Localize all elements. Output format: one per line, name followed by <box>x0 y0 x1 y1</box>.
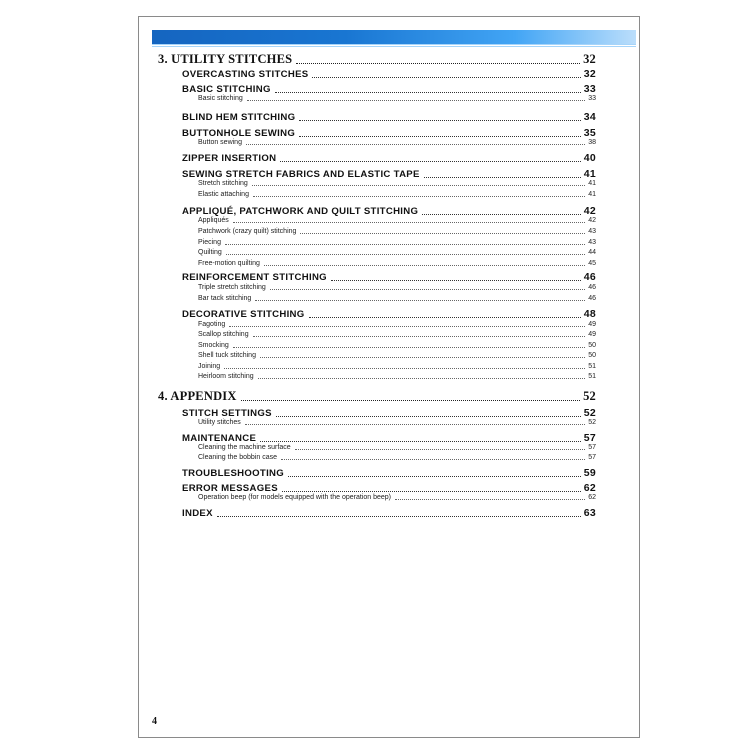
toc-subsection-entry[interactable] <box>198 352 596 359</box>
dot-leader <box>296 63 580 64</box>
toc-entry-page: 59 <box>583 467 596 479</box>
toc-entry-label: INDEX <box>182 507 213 519</box>
header-banner-lines <box>152 44 636 48</box>
header-banner <box>152 30 636 44</box>
toc-section-entry[interactable] <box>182 433 596 444</box>
toc-entry-label: Appliqués <box>198 217 229 224</box>
dot-leader <box>270 289 585 290</box>
toc-entry-page: 41 <box>588 191 596 198</box>
dot-leader <box>247 100 585 101</box>
toc-entry-page: 50 <box>588 352 596 359</box>
toc-entry-page: 41 <box>583 168 596 180</box>
toc-entry-page: 49 <box>588 321 596 328</box>
toc-entry-label: STITCH SETTINGS <box>182 407 272 419</box>
toc-subsection-entry[interactable] <box>198 228 596 235</box>
toc-subsection-entry[interactable] <box>198 363 596 370</box>
toc-entry-page: 48 <box>583 308 596 320</box>
toc-subsection-entry[interactable] <box>198 295 596 302</box>
toc-entry-label: Operation beep (for models equipped with the operation beep) <box>198 494 392 501</box>
toc-entry-label: BASIC STITCHING <box>182 83 271 95</box>
toc-subsection-entry[interactable] <box>198 454 596 461</box>
toc-subsection-entry[interactable] <box>198 342 596 349</box>
toc-subsection-entry[interactable] <box>198 95 596 102</box>
dot-leader <box>395 499 585 500</box>
dot-leader <box>282 491 581 492</box>
dot-leader <box>224 368 585 369</box>
toc-entry-label: BLIND HEM STITCHING <box>182 111 296 123</box>
toc-entry-page: 50 <box>588 342 596 349</box>
toc-section-entry[interactable] <box>182 272 596 283</box>
dot-leader <box>281 459 585 460</box>
toc-entry-page: 44 <box>588 249 596 256</box>
dot-leader <box>253 196 585 197</box>
dot-leader <box>422 214 580 215</box>
toc-subsection-entry[interactable] <box>198 139 596 146</box>
page-number: 4 <box>152 716 157 727</box>
toc-entry-label: Joining <box>198 363 221 370</box>
toc-subsection-entry[interactable] <box>198 249 596 256</box>
toc-entry-label: 4. APPENDIX <box>158 389 237 403</box>
toc-entry-label: Heirloom stitching <box>198 373 254 380</box>
toc-entry-page: 32 <box>583 52 596 66</box>
dot-leader <box>245 424 585 425</box>
dot-leader <box>253 336 586 337</box>
toc-entry-label: APPLIQUÉ, PATCHWORK AND QUILT STITCHING <box>182 205 419 217</box>
toc-entry-page: 49 <box>588 331 596 338</box>
dot-leader <box>312 77 580 78</box>
dot-leader <box>331 280 581 281</box>
dot-leader <box>276 416 581 417</box>
toc-entry-page: 62 <box>588 494 596 501</box>
toc-entry-page: 33 <box>583 83 596 95</box>
toc-entry-label: Fagoting <box>198 321 226 328</box>
toc-entry-label: Shell tuck stitching <box>198 352 256 359</box>
toc-entry-page: 52 <box>583 389 596 403</box>
toc-section-entry[interactable] <box>182 128 596 139</box>
toc-section-entry[interactable] <box>182 483 596 494</box>
toc-section-entry[interactable] <box>182 153 596 164</box>
dot-leader <box>280 161 580 162</box>
toc-entry-page: 34 <box>583 111 596 123</box>
toc-subsection-entry[interactable] <box>198 419 596 426</box>
toc-entry-page: 42 <box>588 217 596 224</box>
toc-subsection-entry[interactable] <box>198 444 596 451</box>
toc-section-entry[interactable] <box>182 169 596 180</box>
toc-entry-label: Bar tack stitching <box>198 295 252 302</box>
dot-leader <box>260 441 581 442</box>
dot-leader <box>309 317 581 318</box>
toc-subsection-entry[interactable] <box>198 331 596 338</box>
toc-entry-page: 57 <box>588 454 596 461</box>
toc-section-entry[interactable] <box>182 508 596 519</box>
toc-entry-label: BUTTONHOLE SEWING <box>182 127 296 139</box>
toc-subsection-entry[interactable] <box>198 180 596 187</box>
toc-entry-page: 43 <box>588 239 596 246</box>
toc-subsection-entry[interactable] <box>198 321 596 328</box>
dot-leader <box>258 378 586 379</box>
dot-leader <box>288 476 581 477</box>
toc-subsection-entry[interactable] <box>198 373 596 380</box>
toc-entry-label: Piecing <box>198 239 221 246</box>
toc-section-entry[interactable] <box>182 468 596 479</box>
toc-entry-label: Button sewing <box>198 139 242 146</box>
toc-entry-page: 35 <box>583 127 596 139</box>
toc-entry-label: Patchwork (crazy quilt) stitching <box>198 228 297 235</box>
toc-entry-label: MAINTENANCE <box>182 432 257 444</box>
dot-leader <box>229 326 585 327</box>
toc-entry-page: 52 <box>583 407 596 419</box>
toc-entry-label: Triple stretch stitching <box>198 284 266 291</box>
toc-entry-label: ZIPPER INSERTION <box>182 152 277 164</box>
toc-entry-page: 38 <box>588 139 596 146</box>
dot-leader <box>299 136 581 137</box>
toc-entry-page: 57 <box>583 432 596 444</box>
dot-leader <box>217 516 581 517</box>
toc-entry-label: OVERCASTING STITCHES <box>182 68 309 80</box>
toc-entry-page: 46 <box>588 295 596 302</box>
toc-entry-page: 51 <box>588 373 596 380</box>
dot-leader <box>225 244 585 245</box>
toc-section-entry[interactable] <box>182 206 596 217</box>
toc-subsection-entry[interactable] <box>198 191 596 198</box>
dot-leader <box>300 233 585 234</box>
toc-subsection-entry[interactable] <box>198 284 596 291</box>
dot-leader <box>275 92 581 93</box>
toc-subsection-entry[interactable] <box>198 217 596 224</box>
toc-subsection-entry[interactable] <box>198 239 596 246</box>
dot-leader <box>233 222 585 223</box>
toc-section-entry[interactable] <box>182 69 596 80</box>
toc-entry-label: Basic stitching <box>198 95 243 102</box>
toc-entry-label: TROUBLESHOOTING <box>182 467 285 479</box>
toc-subsection-entry[interactable] <box>198 494 596 501</box>
toc-section-entry[interactable] <box>182 112 596 123</box>
toc-entry-page: 46 <box>583 271 596 283</box>
toc-entry-label: Cleaning the bobbin case <box>198 454 278 461</box>
toc-chapter-entry[interactable] <box>158 53 596 66</box>
dot-leader <box>299 120 580 121</box>
toc-entry-page: 43 <box>588 228 596 235</box>
toc-entry-page: 41 <box>588 180 596 187</box>
toc-entry-page: 45 <box>588 260 596 267</box>
toc-section-entry[interactable] <box>182 84 596 95</box>
toc-entry-page: 46 <box>588 284 596 291</box>
toc-entry-page: 63 <box>583 507 596 519</box>
toc-entry-label: ERROR MESSAGES <box>182 482 278 494</box>
toc-subsection-entry[interactable] <box>198 260 596 267</box>
toc-entry-label: REINFORCEMENT STITCHING <box>182 271 327 283</box>
dot-leader <box>246 144 585 145</box>
toc-entry-label: SEWING STRETCH FABRICS AND ELASTIC TAPE <box>182 168 420 180</box>
toc-section-entry[interactable] <box>182 309 596 320</box>
toc-entry-label: Smocking <box>198 342 229 349</box>
dot-leader <box>260 357 585 358</box>
toc-entry-page: 52 <box>588 419 596 426</box>
toc-entry-label: Cleaning the machine surface <box>198 444 291 451</box>
toc-entry-label: Quilting <box>198 249 222 256</box>
dot-leader <box>264 265 585 266</box>
toc-entry-page: 51 <box>588 363 596 370</box>
dot-leader <box>424 177 581 178</box>
dot-leader <box>252 185 585 186</box>
toc-entry-label: DECORATIVE STITCHING <box>182 308 305 320</box>
toc-entry-page: 62 <box>583 482 596 494</box>
toc-entry-page: 32 <box>583 68 596 80</box>
toc-entry-page: 42 <box>583 205 596 217</box>
toc-entry-page: 57 <box>588 444 596 451</box>
toc-entry-label: Elastic attaching <box>198 191 249 198</box>
dot-leader <box>295 449 586 450</box>
toc-section-entry[interactable] <box>182 408 596 419</box>
toc-chapter-entry[interactable] <box>158 390 596 403</box>
toc-entry-page: 33 <box>588 95 596 102</box>
toc-entry-label: Utility stitches <box>198 419 241 426</box>
toc-entry-label: Free-motion quilting <box>198 260 260 267</box>
toc-entry-label: 3. UTILITY STITCHES <box>158 52 293 66</box>
toc-entry-label: Scallop stitching <box>198 331 249 338</box>
dot-leader <box>233 347 585 348</box>
dot-leader <box>255 300 585 301</box>
toc-entry-page: 40 <box>583 152 596 164</box>
dot-leader <box>226 254 585 255</box>
toc-entry-label: Stretch stitching <box>198 180 248 187</box>
dot-leader <box>241 400 581 401</box>
